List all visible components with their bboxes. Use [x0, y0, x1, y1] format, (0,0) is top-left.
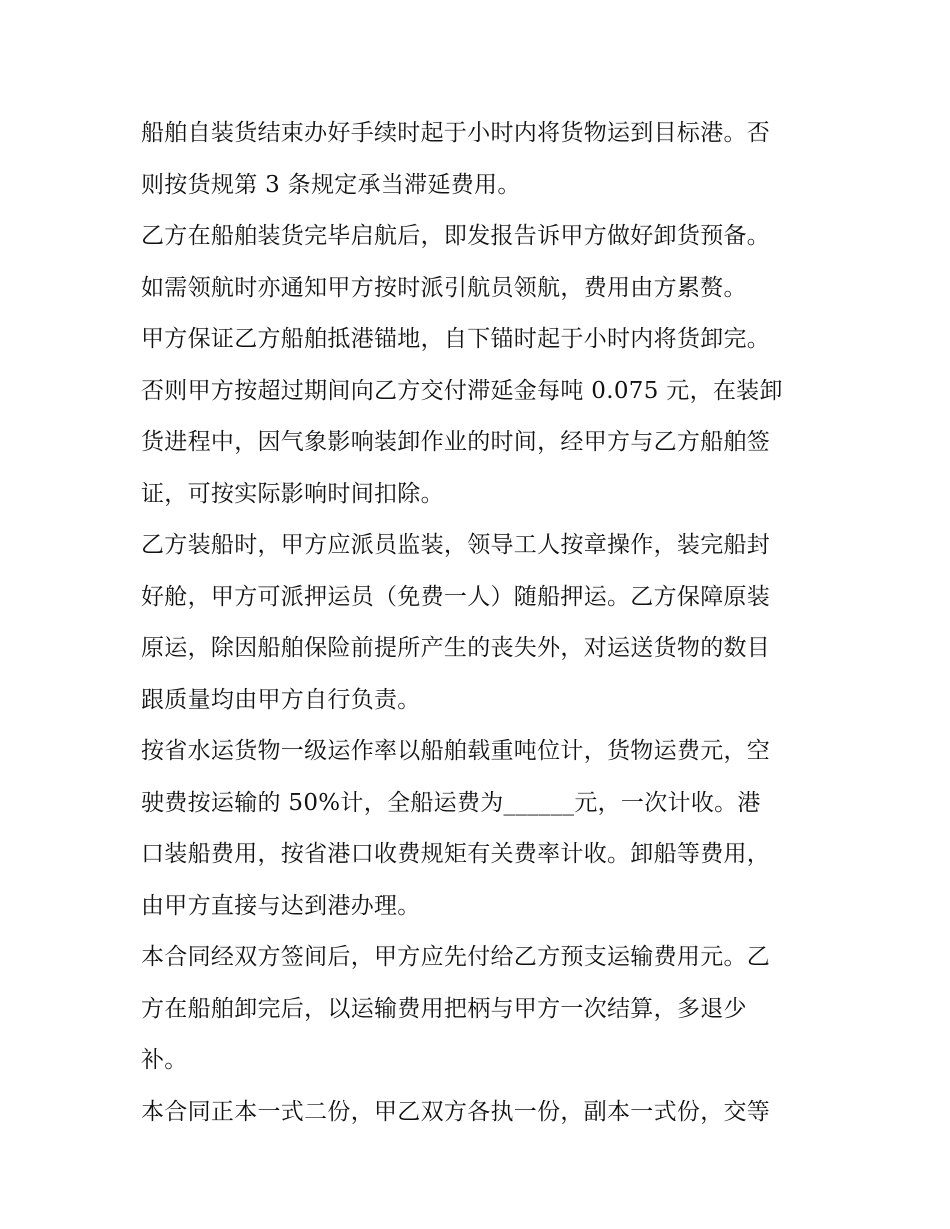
text-line: 口装船费用，按省港口收费规矩有关费率计收。卸船等费用， [141, 841, 771, 867]
text-line: 方在船舶卸完后，以运输费用把柄与甲方一次结算，多退少 [141, 995, 747, 1022]
text-line: 乙方在船舶装货完毕启航后，即发报告诉甲方做好卸货预备。 [141, 223, 771, 249]
document-body [141, 108, 821, 1138]
text-line: 如需领航时亦通知甲方按时派引航员领航，费用由方累赘。 [141, 274, 747, 301]
text-line: 船舶自装货结束办好手续时起于小时内将货物运到目标港。否 [141, 120, 771, 146]
text-line: 补。 [141, 1047, 188, 1073]
text-line: 按省水运货物一级运作率以船舶载重吨位计，货物运费元，空 [141, 738, 771, 764]
text-line: 则按货规第 3 条规定承当滞延费用。 [141, 171, 521, 198]
text-line: 货进程中，因气象影响装卸作业的时间，经甲方与乙方船舶签 [141, 429, 771, 455]
text-line: 本合同经双方签间后，甲方应先付给乙方预支运输费用元。乙 [141, 944, 771, 970]
text-line: 甲方保证乙方船舶抵港锚地，自下锚时起于小时内将货卸完。 [141, 326, 771, 352]
text-line: 原运，除因船舶保险前提所产生的丧失外，对运送货物的数目 [141, 635, 771, 661]
text-line: 跟质量均由甲方自行负责。 [141, 686, 421, 713]
text-line: 证，可按实际影响时间扣除。 [141, 480, 444, 507]
text-line: 否则甲方按超过期间向乙方交付滞延金每吨 0.075 元，在装卸 [141, 377, 783, 404]
text-line: 乙方装船时，甲方应派员监装，领导工人按章操作，装完船封 [141, 532, 771, 558]
text-line: 驶费按运输的 50%计，全船运费为______元，一次计收。港 [141, 789, 761, 816]
text-line: 本合同正本一式二份，甲乙双方各执一份，副本一式份，交等 [141, 1098, 771, 1125]
text-line: 由甲方直接与达到港办理。 [141, 892, 421, 919]
text-line: 好舱，甲方可派押运员（免费一人）随船押运。乙方保障原装 [141, 583, 771, 610]
